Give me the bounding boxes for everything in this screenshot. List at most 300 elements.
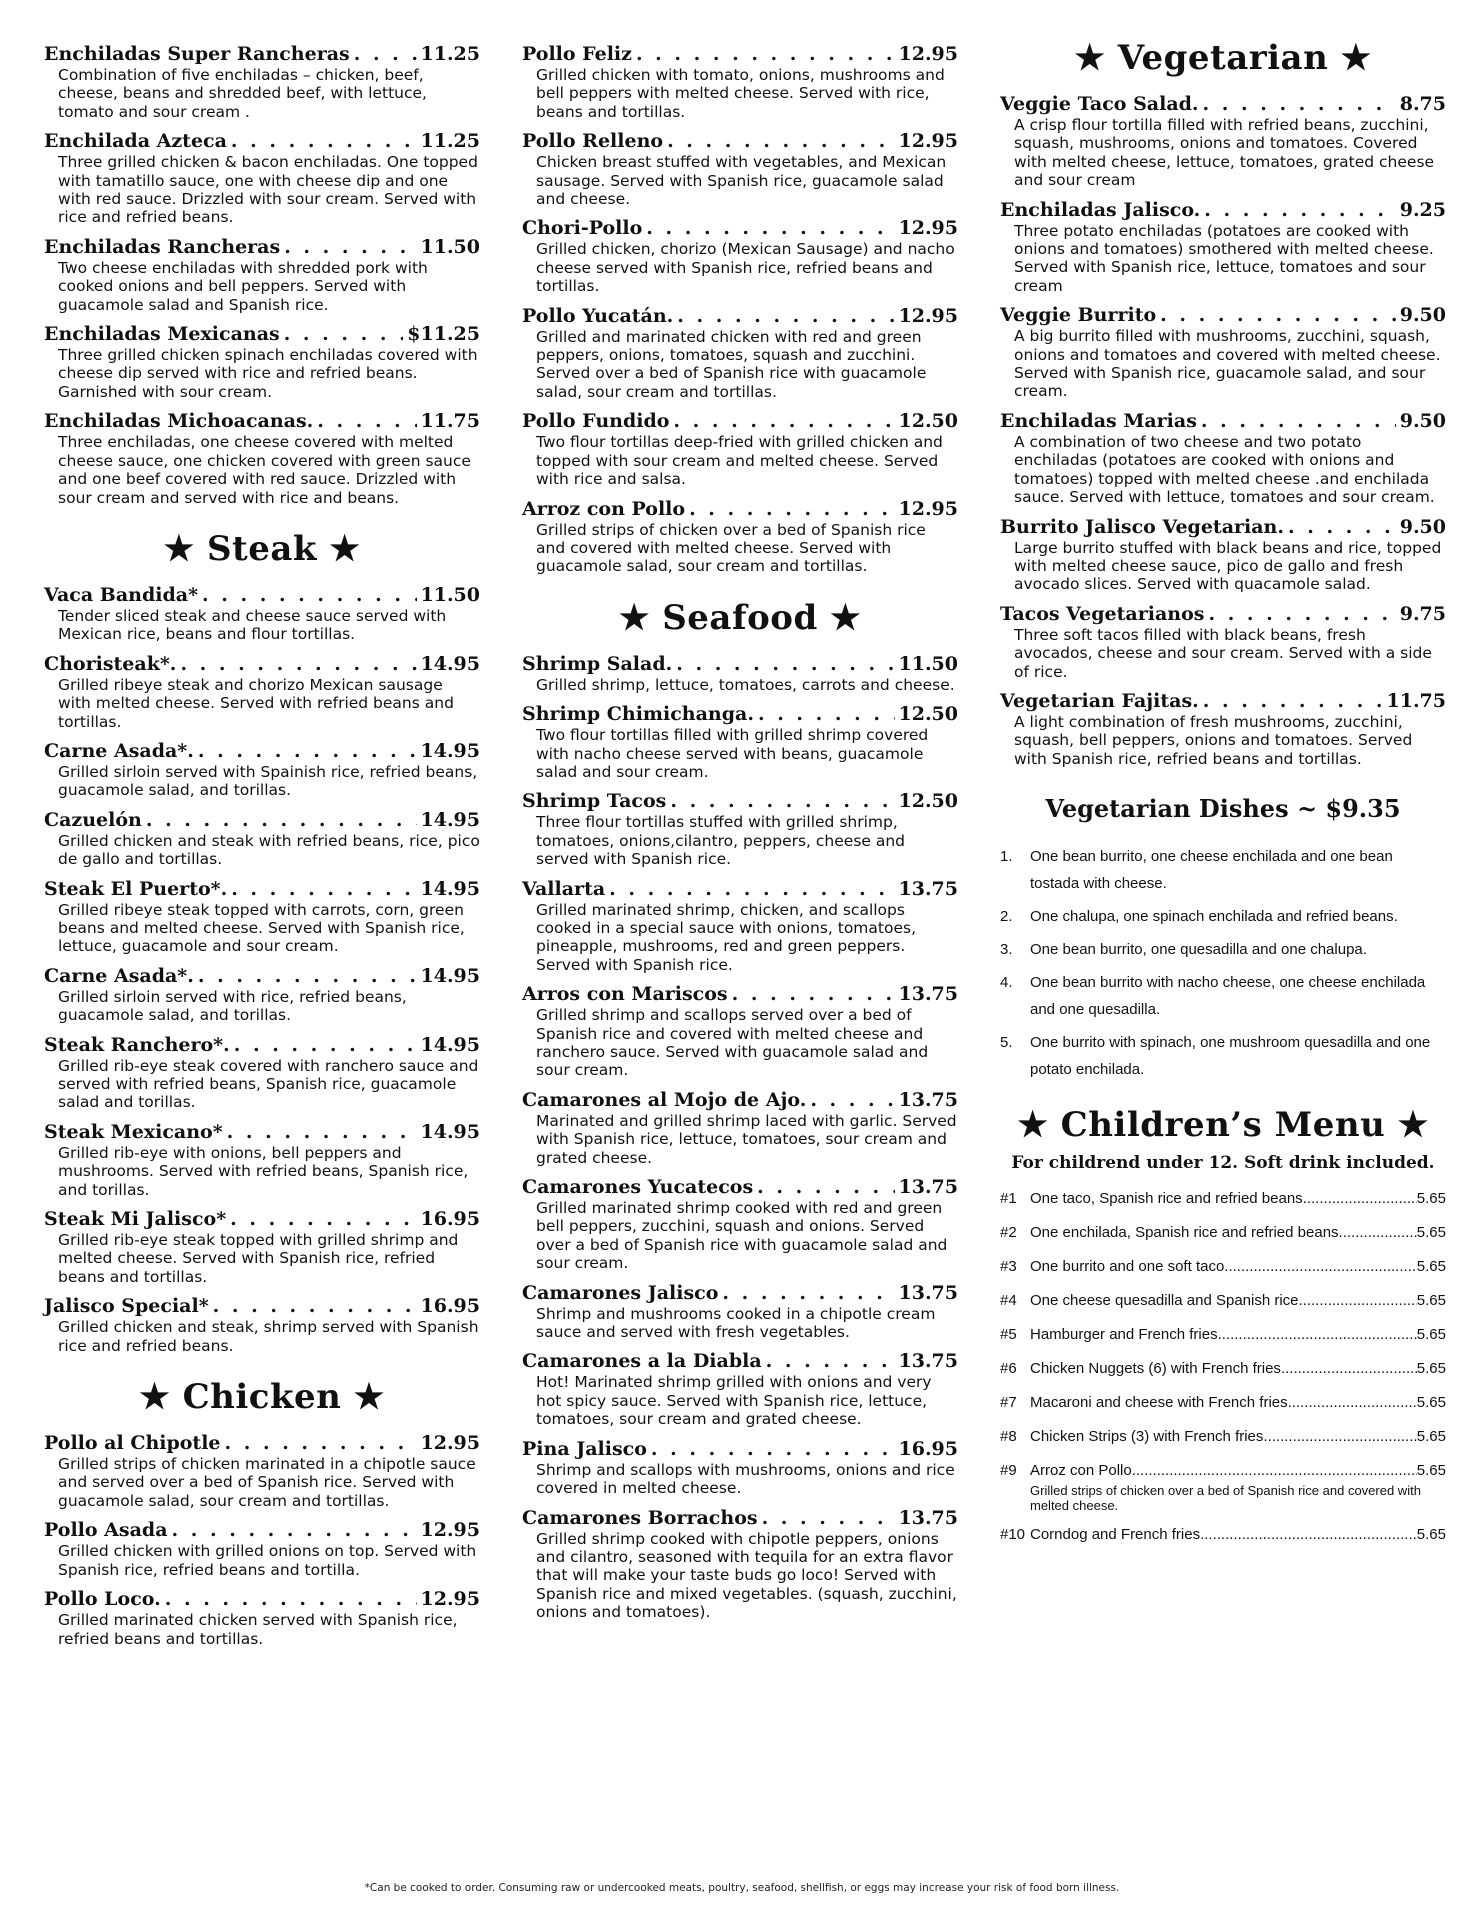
menu-item-price: 13.75 (898, 1506, 958, 1529)
menu-item-name: Enchiladas Marias (1000, 409, 1197, 432)
vegetarian-dish-text: One bean burrito, one quesadilla and one chalupa. (1030, 941, 1367, 959)
menu-item-header (522, 652, 958, 676)
star-icon: ★ (830, 597, 862, 638)
vegetarian-dish-text: One chalupa, one spinach enchilada and refried beans. (1030, 908, 1398, 926)
menu-item-name: Arroz con Pollo (522, 497, 686, 520)
dot-leader (1200, 1525, 1417, 1545)
menu-item-price: 9.50 (1399, 304, 1446, 327)
menu-item (44, 129, 480, 227)
menu-item-description: Combination of five enchiladas – chicken, beef, cheese, beans and shredded beef, with lettuce, tomato and sour cream . (58, 66, 427, 121)
menu-item-header (1000, 602, 1446, 626)
chicken-title: Chicken (182, 1377, 342, 1418)
menu-item-header (44, 877, 480, 901)
menu-item-name: Camarones Yucatecos (522, 1176, 754, 1199)
menu-item-header (44, 1587, 480, 1611)
menu-item-price: 13.75 (898, 1088, 958, 1111)
menu-item-name: Steak El Puerto*. (44, 877, 228, 900)
menu-item (1000, 515, 1446, 594)
menu-item-description: A light combination of fresh mushrooms, zucchini, squash, bell peppers, onions and tomatoes. Served with Spanish rice, refried beans and tortillas. (1014, 712, 1413, 768)
menu-item (522, 1088, 958, 1167)
menu-item-price: 13.75 (898, 877, 958, 900)
menu-item-price: 11.50 (420, 583, 480, 606)
star-icon: ★ (139, 1377, 171, 1418)
menu-item (44, 652, 480, 731)
menu-item-name: Enchilada Azteca (44, 130, 227, 153)
menu-item-price: 16.95 (420, 1295, 480, 1318)
dot-leader (1299, 1291, 1417, 1311)
kids-item-price: 5.65 (1416, 1190, 1446, 1208)
menu-item (1000, 198, 1446, 296)
menu-item-price: 12.95 (420, 1588, 480, 1611)
menu-item-name: Arros con Mariscos (522, 983, 728, 1006)
menu-item-price: 11.50 (898, 652, 958, 675)
menu-item-description: Grilled rib-eye with onions, bell peppers and mushrooms. Served with refried beans, Spanish rice, and torillas. (58, 1143, 469, 1199)
menu-item-description: Shrimp and scallops with mushrooms, onions and rice covered in melted cheese. (536, 1460, 955, 1498)
menu-item-name: Jalisco Special* (44, 1295, 209, 1318)
dot-leader (1203, 689, 1383, 713)
dot-leader (646, 216, 894, 240)
menu-item-header (1000, 409, 1446, 433)
menu-item (522, 789, 958, 868)
menu-item-description: Two flour tortillas deep-fried with grilled chicken and topped with sour cream and melted cheese. Served with rice and salsa. (536, 433, 943, 489)
menu-item-header (522, 789, 958, 813)
menu-item-price: 14.95 (420, 808, 480, 831)
menu-item-description: Marinated and grilled shrimp laced with garlic. Served with Spanish rice, lettuce, tomatoes, sour cream and grated cheese. (536, 1111, 957, 1167)
menu-item-description: Grilled chicken and steak with refried beans, rice, pico de gallo and tortillas. (58, 831, 480, 869)
menu-item-description: Grilled chicken with grilled onions on top. Served with Spanish rice, refried beans and tortilla. (58, 1542, 477, 1579)
star-icon: ★ (1340, 38, 1372, 78)
kids-item-number: #2 (1000, 1224, 1017, 1242)
kids-item-name: One cheese quesadilla and Spanish rice (1030, 1292, 1299, 1310)
menu-item-header (44, 808, 480, 832)
menu-item-name: Enchiladas Michoacanas. (44, 410, 314, 433)
vegetarian-dish-text: One bean burrito with nacho cheese, one cheese enchilada and one quesadilla. (1030, 974, 1426, 1019)
menu-item (1000, 303, 1446, 401)
menu-item-name: Pollo al Chipotle (44, 1432, 221, 1455)
menu-item-price: 14.95 (420, 652, 480, 675)
menu-item-header (522, 42, 958, 66)
dot-leader (202, 583, 416, 607)
vegetarian-dish-item (1000, 903, 1446, 930)
menu-item (44, 1431, 480, 1510)
menu-item-description: Grilled ribeye steak topped with carrots, corn, green beans and melted cheese. Served with Spanish rice, lettuce, guacamole and sour cream. (58, 900, 465, 956)
menu-item-header (44, 1033, 480, 1057)
menu-item-price: 9.75 (1399, 602, 1446, 625)
kids-item-name: Arroz con Pollo (1030, 1462, 1132, 1480)
menu-item-name: Vallarta (522, 877, 606, 900)
menu-item-description: Three grilled chicken & bacon enchiladas. One topped with tamatillo sauce, one with cheese dip and one with red sauce. Drizzled with sour cream. Served with rice and refried beans. (58, 153, 478, 227)
menu-item (522, 42, 958, 121)
menu-item-description: Hot! Marinated shrimp grilled with onions and very hot spicy sauce. Served with Spanish rice, lettuce, tomatoes, sour cream and grated cheese. (536, 1373, 932, 1429)
menu-item-description: Grilled strips of chicken marinated in a chipotle sauce and served over a bed of Spanish rice. Served with guacamole salad, sour cream and tortillas. (58, 1455, 476, 1510)
menu-item-price: 12.50 (898, 703, 958, 726)
menu-item-price: 12.95 (898, 43, 958, 65)
dot-leader (651, 1437, 895, 1461)
kids-item-price: 5.65 (1416, 1326, 1446, 1344)
vegetarian-dishes-title: Vegetarian Dishes ~ $9.35 (1045, 794, 1401, 824)
menu-item-header (522, 877, 958, 901)
star-icon: ★ (353, 1377, 385, 1418)
menu-item (522, 982, 958, 1080)
column-middle (522, 42, 958, 1630)
dot-leader (766, 1349, 895, 1373)
dot-leader (213, 1294, 417, 1318)
kids-item-number: #6 (1000, 1360, 1017, 1378)
dot-leader (1281, 1359, 1417, 1379)
menu-item-header (44, 652, 480, 676)
menu-item-name: Pollo Asada (44, 1519, 168, 1542)
menu-item-name: Chori-Pollo (522, 217, 643, 240)
menu-item-name: Carne Asada*. (44, 739, 194, 762)
menu-item (44, 42, 480, 121)
menu-item-description: Three flour tortillas stuffed with grilled shrimp, tomatoes, onions,cilantro, peppers, cheese and served with Spanish rice. (536, 813, 906, 869)
menu-item-header (522, 1281, 958, 1305)
menu-item-price: 9.25 (1399, 198, 1446, 221)
menu-item-name: Camarones Borrachos (522, 1506, 758, 1529)
menu-item-price: 14.95 (420, 1033, 480, 1056)
dot-leader (1203, 92, 1396, 116)
menu-item-price: 8.75 (1399, 93, 1446, 115)
menu-item-description: Grilled marinated shrimp, chicken, and scallops cooked in a special sauce with onions, tomatoes, pineapple, mushrooms, red and green peppers. Served with Spanish rice. (536, 900, 917, 974)
kids-item-price: 5.65 (1416, 1360, 1446, 1378)
dot-leader (1224, 1257, 1417, 1277)
menu-item-description: Grilled chicken and steak, shrimp served with Spanish rice and refried beans. (58, 1318, 479, 1355)
menu-item-header (1000, 515, 1446, 539)
menu-item-description: Shrimp and mushrooms cooked in a chipotle cream sauce and served with fresh vegetables. (536, 1304, 936, 1342)
menu-item-name: Veggie Taco Salad. (1000, 93, 1199, 115)
seafood-title: Seafood (662, 597, 818, 638)
menu-item-description: Three enchiladas, one cheese covered with melted cheese sauce, one chicken covered with green sauce and one beef covered with red sauce. Drizzled with sour cream and served with rice and beans. (58, 433, 471, 507)
menu-item (1000, 409, 1446, 507)
menu-item (44, 739, 480, 800)
kids-item-number: #8 (1000, 1428, 1017, 1446)
menu-item-header (44, 964, 480, 988)
menu-item-name: Camarones a la Diabla (522, 1350, 762, 1373)
menu-item-price: 12.95 (898, 497, 958, 520)
menu-item (522, 702, 958, 781)
dot-leader (284, 235, 416, 259)
dot-leader (673, 409, 894, 433)
menu-item-name: Pollo Yucatán. (522, 304, 674, 327)
chicken-section-title (44, 1377, 480, 1417)
list-number: 2. (1000, 908, 1013, 926)
menu-item (44, 235, 480, 314)
menu-item (44, 409, 480, 507)
vegetarian-list (1000, 92, 1446, 768)
menu-item-name: Enchiladas Super Rancheras (44, 43, 350, 65)
menu-item-header (44, 1120, 480, 1144)
kids-item-description: Grilled strips of chicken over a bed of Spanish rice and covered with melted cheese. (1030, 1483, 1421, 1514)
menu-item-header (44, 1518, 480, 1542)
menu-item-name: Pollo Relleno (522, 130, 664, 153)
menu-item (44, 583, 480, 644)
vegetarian-dish-item (1000, 1029, 1446, 1083)
menu-item-header (1000, 689, 1446, 713)
star-icon: ★ (163, 528, 195, 569)
menu-item-description: Grilled shrimp and scallops served over a bed of Spanish rice and covered with melted cheese and ranchero sauce. Served with guacamole salad and sour cream. (536, 1006, 929, 1080)
menu-item (522, 409, 958, 488)
dot-leader (231, 129, 417, 153)
menu-item-price: 11.25 (420, 43, 480, 65)
menu-item (44, 1033, 480, 1112)
kids-item-number: #7 (1000, 1394, 1017, 1412)
list-number: 3. (1000, 941, 1013, 959)
menu-item (1000, 602, 1446, 681)
menu-item-description: Grilled ribeye steak and chorizo Mexican sausage with melted cheese. Served with refried beans and tortillas. (58, 675, 454, 731)
dot-leader (732, 982, 895, 1006)
childrens-menu-title (1000, 1105, 1446, 1145)
menu-item-header (522, 497, 958, 521)
kids-item-number: #5 (1000, 1326, 1017, 1344)
menu-item (44, 1587, 480, 1648)
enchiladas-list (44, 42, 480, 507)
kids-menu-item (1000, 1223, 1446, 1243)
vegetarian-dish-text: One burrito with spinach, one mushroom quesadilla and one potato enchilada. (1030, 1034, 1431, 1079)
kids-item-name: One enchilada, Spanish rice and refried beans. (1030, 1224, 1343, 1242)
kids-item-name: Chicken Nuggets (6) with French fries (1030, 1360, 1281, 1378)
menu-item (44, 1294, 480, 1355)
menu-item-price: 16.95 (420, 1208, 480, 1231)
menu-item-price: 12.50 (898, 790, 958, 813)
menu-item (44, 1207, 480, 1286)
menu-item-name: Camarones Jalisco (522, 1281, 719, 1304)
seafood-section-title (522, 598, 958, 638)
menu-item (522, 1437, 958, 1498)
dot-leader (667, 129, 894, 153)
menu-item-header (44, 1294, 480, 1318)
menu-item-description: Grilled strips of chicken over a bed of Spanish rice and covered with melted cheese. Served with guacamole salad, sour cream and tortillas. (536, 520, 926, 576)
menu-item-description: Three soft tacos filled with black beans, fresh avocados, cheese and sour cream. Served with a side of rice. (1014, 625, 1432, 681)
chicken-list (44, 1431, 480, 1648)
menu-item (522, 1349, 958, 1428)
menu-item-price: 11.50 (420, 235, 480, 258)
menu-item-price: 13.75 (898, 1176, 958, 1199)
seafood-list (522, 652, 958, 1622)
kids-title: Children’s Menu (1060, 1105, 1386, 1146)
star-icon: ★ (329, 528, 361, 569)
menu-item-header (1000, 198, 1446, 222)
kids-menu-item (1000, 1427, 1446, 1447)
dot-leader (225, 1431, 417, 1455)
dot-leader (1132, 1461, 1417, 1481)
dot-leader (1288, 515, 1396, 539)
dot-leader (1343, 1223, 1417, 1243)
menu-item-header (522, 304, 958, 328)
menu-item-description: Grilled shrimp, lettuce, tomatoes, carrots and cheese. (536, 675, 955, 694)
dot-leader (1201, 409, 1396, 433)
kids-menu-item (1000, 1393, 1446, 1413)
menu-item-header (1000, 92, 1446, 116)
menu-item-description: Three potato enchiladas (potatoes are cooked with onions and tomatoes) smothered with melted cheese. Served with Spanish rice, lettuce, tomatoes and sour cream (1014, 221, 1434, 295)
star-icon: ★ (618, 597, 650, 638)
vegetarian-dish-item (1000, 936, 1446, 963)
dot-leader (227, 1120, 417, 1144)
dot-leader (1218, 1325, 1417, 1345)
menu-item-name: Pollo Feliz (522, 43, 632, 65)
menu-item (522, 1281, 958, 1342)
menu-item-price: 12.95 (898, 217, 958, 240)
menu-item (44, 964, 480, 1025)
list-number: 5. (1000, 1034, 1013, 1052)
menu-item-header (44, 409, 480, 433)
kids-item-name: One taco, Spanish rice and refried beans (1030, 1190, 1303, 1208)
dot-leader (1263, 1427, 1416, 1447)
menu-item-name: Steak Mexicano* (44, 1120, 223, 1143)
menu-item-description: Chicken breast stuffed with vegetables, and Mexican sausage. Served with Spanish rice, guacamole salad and cheese. (536, 153, 947, 209)
menu-item-price: 11.75 (1386, 689, 1446, 712)
dot-leader (317, 409, 416, 433)
menu-item-description: Two cheese enchiladas with shredded pork with cooked onions and bell peppers. Served with guacamole salad and Spanish rice. (58, 258, 428, 314)
column-left (44, 42, 480, 1656)
kids-item-price: 5.65 (1416, 1224, 1446, 1242)
menu-item (44, 1120, 480, 1199)
dot-leader (757, 1175, 894, 1199)
menu-item-name: Enchiladas Rancheras (44, 235, 281, 258)
menu-item-price: 13.75 (898, 1281, 958, 1304)
menu-item-header (522, 1506, 958, 1530)
menu-item-header (522, 982, 958, 1006)
dot-leader (1160, 303, 1396, 327)
kids-item-price: 5.65 (1416, 1428, 1446, 1446)
childrens-menu-note: For childrend under 12. Soft drink included. (1011, 1153, 1435, 1174)
dot-leader (676, 652, 894, 676)
menu-item-price: 9.50 (1399, 409, 1446, 432)
menu-item-name: Pollo Fundido (522, 410, 670, 433)
kids-item-name: One burrito and one soft taco (1030, 1258, 1225, 1276)
menu-item-name: Burrito Jalisco Vegetarian. (1000, 515, 1284, 538)
menu-item (522, 1175, 958, 1273)
kids-item-price: 5.65 (1416, 1394, 1446, 1412)
menu-item-header (522, 1349, 958, 1373)
dot-leader (180, 652, 416, 676)
menu-item (44, 1518, 480, 1579)
menu-item-header (44, 1207, 480, 1231)
menu-item-header (44, 583, 480, 607)
menu-item-price: 14.95 (420, 964, 480, 987)
dot-leader (172, 1518, 417, 1542)
dot-leader (762, 1506, 895, 1530)
menu-item (522, 216, 958, 295)
dot-leader (758, 702, 895, 726)
star-icon: ★ (1397, 1105, 1429, 1146)
menu-item-name: Enchiladas Jalisco. (1000, 198, 1201, 221)
menu-item (522, 1506, 958, 1622)
dot-leader (198, 964, 417, 988)
menu-item-description: Grilled sirloin served with rice, refried beans, guacamole salad, and torillas. (58, 987, 407, 1025)
menu-item-name: Camarones al Mojo de Ajo. (522, 1088, 807, 1111)
chicken-more-list (522, 42, 958, 576)
dot-leader (609, 877, 894, 901)
menu-item-price: 12.95 (898, 130, 958, 153)
kids-item-price: 5.65 (1416, 1292, 1446, 1310)
dot-leader (689, 497, 894, 521)
kids-item-name: Hamburger and French fries (1030, 1326, 1218, 1344)
steak-section-title (44, 529, 480, 569)
vegetarian-dish-text: One bean burrito, one cheese enchilada and one bean tostada with cheese. (1030, 848, 1393, 893)
dot-leader (1288, 1393, 1417, 1413)
menu-item-price: 14.95 (420, 1120, 480, 1143)
dot-leader (198, 739, 417, 763)
menu-item-price: 14.95 (420, 877, 480, 900)
kids-item-number: #4 (1000, 1292, 1017, 1310)
menu-item-description: Two flour tortillas filled with grilled shrimp covered with nacho cheese served with beans, guacamole salad and sour cream. (536, 726, 929, 781)
menu-item-description: Grilled marinated chicken served with Spanish rice, refried beans and tortillas. (58, 1611, 458, 1648)
menu-item-price: 11.25 (420, 130, 480, 153)
kids-menu-item (1000, 1291, 1446, 1311)
menu-item-header (522, 409, 958, 433)
menu-item-price: 13.75 (898, 1350, 958, 1373)
menu-item-name: Enchiladas Mexicanas (44, 323, 280, 346)
childrens-menu-list (1000, 1189, 1446, 1545)
menu-item-description: Grilled chicken, chorizo (Mexican Sausage) and nacho cheese served with Spanish rice, refried beans and tortillas. (536, 240, 955, 296)
menu-item-name: Vegetarian Fajitas. (1000, 689, 1199, 712)
menu-item-price: 12.95 (420, 1432, 480, 1455)
menu-item-price: 12.95 (420, 1519, 480, 1542)
menu-item-description: Grilled chicken with tomato, onions, mushrooms and bell peppers with melted cheese. Served with rice, beans and tortillas. (536, 66, 945, 121)
menu-item-header (44, 739, 480, 763)
dot-leader (231, 877, 416, 901)
menu-item-description: Grilled rib-eye steak topped with grilled shrimp and melted cheese. Served with Spanish rice, refried beans and tortillas. (58, 1231, 459, 1286)
column-right (1000, 38, 1446, 1559)
dot-leader (230, 1207, 416, 1231)
dot-leader (165, 1587, 417, 1611)
dot-leader (1303, 1189, 1417, 1209)
star-icon: ★ (1074, 38, 1106, 78)
menu-item-price: 11.75 (420, 410, 480, 433)
menu-item-header (44, 1431, 480, 1455)
dot-leader (677, 304, 894, 328)
menu-item-name: Shrimp Tacos (522, 790, 667, 813)
footer-disclaimer: *Can be cooked to order. Consuming raw or undercooked meats, poultry, seafood, shellfish, or eggs may increase your risk of food born illness. (364, 1882, 1120, 1894)
vegetarian-dish-item (1000, 969, 1446, 1023)
kids-item-number: #3 (1000, 1258, 1017, 1276)
menu-item (522, 129, 958, 208)
menu-item-header (522, 1088, 958, 1112)
menu-item-name: Veggie Burrito (1000, 304, 1157, 327)
menu-item-name: Shrimp Chimichanga. (522, 703, 754, 726)
menu-item-header (522, 1437, 958, 1461)
kids-item-price: 5.65 (1416, 1258, 1446, 1276)
menu-item-name: Cazuelón (44, 808, 142, 831)
menu-item-description: Large burrito stuffed with black beans and rice, topped with melted cheese sauce, pico de gallo and fresh avocado slices. Served with quacamole salad. (1014, 538, 1442, 594)
vegetarian-title: Vegetarian (1117, 38, 1329, 78)
menu-item (1000, 689, 1446, 768)
menu-item-description: Grilled shrimp cooked with chipotle peppers, onions and cilantro, seasoned with tequila for an extra flavor that will make your taste buds go loco! Served with Spanish rice and mixed vegetables. (squash, zucchini, onions and tomatoes). (536, 1529, 957, 1622)
menu-item-description: Three grilled chicken spinach enchiladas covered with cheese dip served with rice and refried beans. Garnished with sour cream. (58, 346, 478, 401)
kids-menu-item (1000, 1257, 1446, 1277)
menu-item-header (44, 129, 480, 153)
kids-item-name: Chicken Strips (3) with French fries (1030, 1428, 1264, 1446)
menu-item-description: Tender sliced steak and cheese sauce served with Mexican rice, beans and flour tortillas. (58, 606, 447, 644)
menu-item (522, 304, 958, 402)
menu-item-price: 9.50 (1399, 515, 1446, 538)
menu-item (44, 808, 480, 869)
menu-item-header (44, 42, 480, 66)
kids-item-name: Corndog and French fries (1030, 1526, 1201, 1544)
menu-item-name: Choristeak*. (44, 652, 177, 675)
dot-leader (1204, 198, 1395, 222)
kids-menu-item (1000, 1525, 1446, 1545)
menu-item-header (522, 1175, 958, 1199)
kids-item-name: Macaroni and cheese with French fries (1030, 1394, 1288, 1412)
star-icon: ★ (1017, 1105, 1049, 1146)
menu-item (1000, 92, 1446, 190)
dot-leader (354, 42, 417, 66)
dot-leader (722, 1281, 894, 1305)
menu-item-description: Grilled sirloin served with Spainish rice, refried beans, guacamole salad, and torillas. (58, 762, 478, 800)
menu-item-name: Steak Ranchero*. (44, 1033, 230, 1056)
vegetarian-section-title (1000, 38, 1446, 78)
